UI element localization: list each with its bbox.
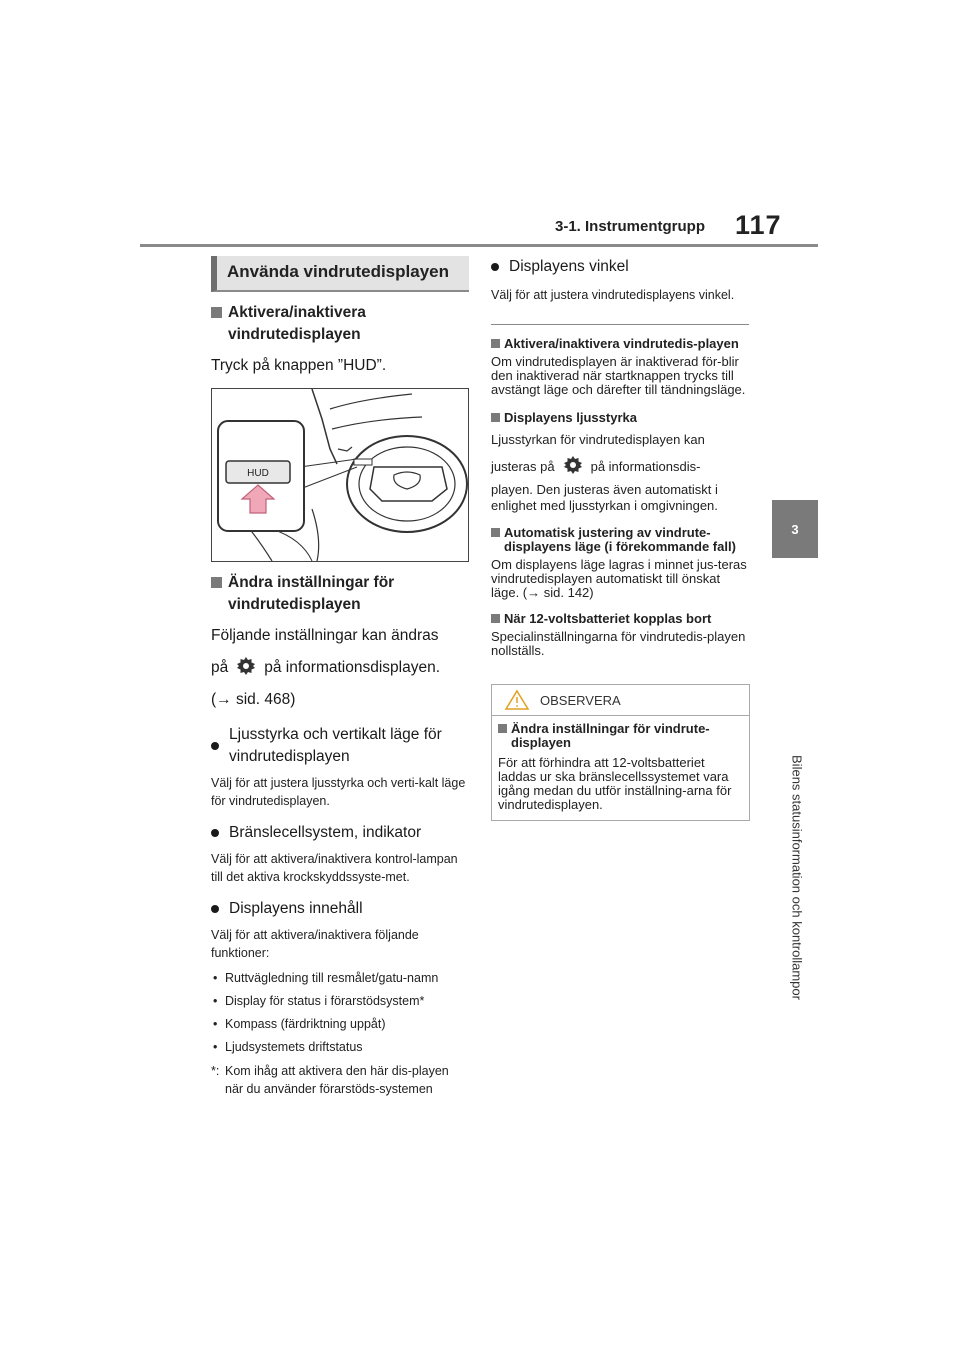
bullet-angle: Displayens vinkel bbox=[491, 256, 749, 278]
heading-change-settings: Ändra inställningar för vindrutedisplayen bbox=[211, 572, 469, 616]
hud-button-label: HUD bbox=[247, 468, 269, 479]
bullet-content: Displayens innehåll bbox=[211, 898, 469, 920]
gear-icon bbox=[563, 455, 583, 475]
bullet-dot-icon bbox=[211, 905, 219, 913]
paragraph-settings-icon: på på informationsdisplayen. bbox=[211, 656, 469, 680]
bullet-brightness: Ljusstyrka och vertikalt läge för vindrutedisplayen bbox=[211, 724, 469, 768]
gear-icon bbox=[236, 656, 256, 676]
square-bullet-icon bbox=[211, 577, 222, 588]
battery-text: Specialinställningarna för vindrutedis-playen nollställs. bbox=[491, 629, 746, 658]
heading-auto-adjust: Automatisk justering av vindrute-displayens läge (i förekommande fall) bbox=[491, 526, 749, 554]
function-list bbox=[211, 970, 469, 1056]
right-column bbox=[491, 256, 749, 821]
heading-activate-note: Aktivera/inaktivera vindrutedis-playen bbox=[491, 337, 749, 351]
square-bullet-icon bbox=[491, 614, 500, 623]
footnote: *: Kom ihåg att aktivera den här dis-playen när du använder förarstöds-systemen bbox=[211, 1064, 449, 1096]
bullet-brightness-text: Välj för att justera ljusstyrka och verti-kalt läge för vindrutedisplayen. bbox=[211, 776, 466, 808]
list-item: • Display för status i förarstödsystem* bbox=[211, 993, 469, 1010]
list-item: • Ljudsystemets driftstatus bbox=[211, 1039, 469, 1056]
list-item: • Ruttvägledning till resmålet/gatu-namn bbox=[211, 970, 469, 987]
hud-button-figure bbox=[211, 388, 469, 562]
auto-adjust-text: Om displayens läge lagras i minnet jus-teras vindrutedisplayen automatiskt till önskat läge. (→ sid. 142) bbox=[491, 557, 747, 600]
bullet-fuel-cell-text: Välj för att aktivera/inaktivera kontrol-lampan till det aktiva krockskyddssyste-met. bbox=[211, 852, 458, 884]
page-number: 117 bbox=[735, 210, 782, 240]
heading-activate: Aktivera/inaktivera vindrutedisplayen bbox=[211, 302, 469, 346]
notice-heading: Ändra inställningar för vindrute-displayen bbox=[498, 722, 743, 750]
square-bullet-icon bbox=[491, 528, 500, 537]
brightness-text-3: playen. Den justeras även automatiskt i enlighet med ljusstyrkan i omgivningen. bbox=[491, 482, 718, 513]
section-title: Använda vindrutedisplayen bbox=[211, 256, 469, 292]
paragraph-page-ref: (→ sid. 468) bbox=[211, 691, 296, 708]
heading-battery: När 12-voltsbatteriet kopplas bort bbox=[491, 612, 749, 626]
dashboard-illustration bbox=[212, 389, 468, 561]
divider bbox=[491, 324, 749, 325]
paragraph-press-hud: Tryck på knappen ”HUD”. bbox=[211, 357, 387, 374]
warning-icon bbox=[504, 689, 530, 711]
bullet-dot-icon bbox=[491, 263, 499, 271]
bullet-dot-icon bbox=[211, 742, 219, 750]
bullet-fuel-cell: Bränslecellsystem, indikator bbox=[211, 822, 469, 844]
square-bullet-icon bbox=[491, 339, 500, 348]
notice-text: För att förhindra att 12-voltsbatteriet laddas ur ska bränslecellssystemet vara igång medan du utför inställning-arna för vindrutedisplayen. bbox=[498, 755, 732, 812]
bullet-content-text: Välj för att aktivera/inaktivera följande funktioner: bbox=[211, 928, 419, 960]
left-column bbox=[211, 256, 469, 1098]
notice-header bbox=[492, 685, 749, 716]
brightness-text-1: Ljusstyrkan för vindrutedisplayen kan bbox=[491, 432, 705, 447]
notice-body bbox=[492, 716, 749, 820]
chapter-tab: 3 bbox=[772, 500, 818, 558]
list-item: • Kompass (färdriktning uppåt) bbox=[211, 1016, 469, 1033]
footnote-marker: *: bbox=[211, 1064, 220, 1078]
bullet-dot-icon bbox=[211, 829, 219, 837]
chapter-tab-text: Bilens statusinformation och kontrollampor bbox=[789, 755, 805, 1000]
heading-brightness: Displayens ljusstyrka bbox=[491, 411, 749, 425]
paragraph-settings: Följande inställningar kan ändras bbox=[211, 627, 439, 644]
square-bullet-icon bbox=[491, 413, 500, 422]
bullet-angle-text: Välj för att justera vindrutedisplayens vinkel. bbox=[491, 288, 735, 302]
activate-note-text: Om vindrutedisplayen är inaktiverad för-blir den inaktiverad när startknappen trycks till avstängt läge och därefter till tändningsläge. bbox=[491, 354, 746, 397]
brightness-text-2: justeras på på informationsdis- bbox=[491, 455, 749, 478]
notice-label: OBSERVERA bbox=[540, 692, 621, 708]
header-rule bbox=[140, 244, 818, 247]
notice-box bbox=[491, 684, 750, 821]
running-header: 3-1. Instrumentgrupp bbox=[555, 218, 706, 235]
square-bullet-icon bbox=[498, 724, 507, 733]
square-bullet-icon bbox=[211, 307, 222, 318]
